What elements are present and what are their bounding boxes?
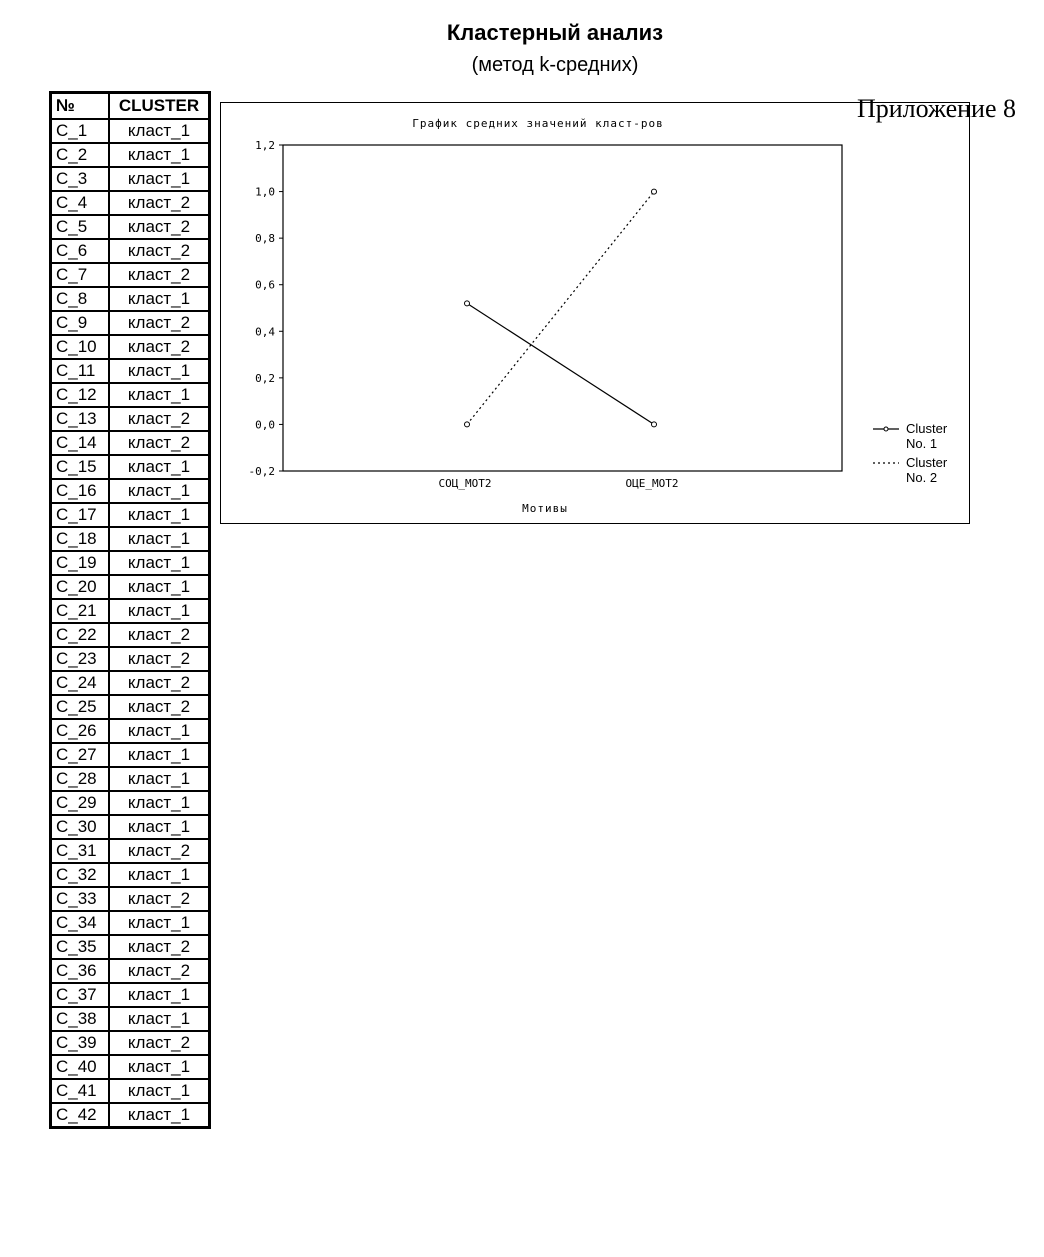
row-number-cell: C_17: [51, 503, 110, 527]
column-header-number: №: [51, 93, 110, 120]
row-number-cell: C_36: [51, 959, 110, 983]
row-number-cell: C_38: [51, 1007, 110, 1031]
row-cluster-cell: класт_2: [109, 1031, 210, 1055]
y-tick-label: 0,2: [255, 371, 275, 385]
row-cluster-cell: класт_1: [109, 983, 210, 1007]
row-number-cell: C_31: [51, 839, 110, 863]
table-row: [51, 1079, 210, 1103]
row-cluster-cell: класт_2: [109, 887, 210, 911]
table-row: [51, 503, 210, 527]
legend-label: Cluster: [906, 421, 948, 436]
cluster-table: [49, 91, 211, 1129]
table-row: [51, 335, 210, 359]
page-subtitle: (метод k-средних): [471, 54, 639, 76]
row-cluster-cell: класт_1: [109, 527, 210, 551]
row-number-cell: C_24: [51, 671, 110, 695]
table-row: [51, 287, 210, 311]
table-row: [51, 719, 210, 743]
row-number-cell: C_5: [51, 215, 110, 239]
data-point: [465, 301, 470, 306]
row-cluster-cell: класт_2: [109, 407, 210, 431]
y-tick-label: 1,2: [255, 139, 275, 152]
series-line-cluster-1: [467, 303, 654, 424]
row-cluster-cell: класт_2: [109, 695, 210, 719]
row-number-cell: C_26: [51, 719, 110, 743]
row-cluster-cell: класт_1: [109, 143, 210, 167]
x-tick-label: ОЦЕ_МОТ2: [625, 477, 679, 490]
table-row: [51, 1031, 210, 1055]
table-row: [51, 959, 210, 983]
row-number-cell: C_15: [51, 455, 110, 479]
y-tick-label: 0,6: [255, 278, 275, 292]
row-cluster-cell: класт_2: [109, 311, 210, 335]
x-axis-label: Мотивы: [522, 502, 568, 515]
table-row: [51, 311, 210, 335]
column-header-cluster: CLUSTER: [109, 93, 210, 120]
row-number-cell: C_22: [51, 623, 110, 647]
cluster-means-chart: [221, 103, 971, 525]
row-cluster-cell: класт_1: [109, 719, 210, 743]
legend-label: Cluster: [906, 455, 948, 470]
row-cluster-cell: класт_1: [109, 575, 210, 599]
table-body: [51, 119, 210, 1128]
chart-title: График средних значений класт-ров: [412, 117, 664, 130]
row-number-cell: C_25: [51, 695, 110, 719]
table-row: [51, 911, 210, 935]
x-axis: [439, 477, 679, 490]
table-row: [51, 863, 210, 887]
y-axis: [249, 139, 284, 478]
table-row: [51, 1007, 210, 1031]
legend-label: No. 2: [906, 470, 938, 485]
row-number-cell: C_32: [51, 863, 110, 887]
row-number-cell: C_12: [51, 383, 110, 407]
row-cluster-cell: класт_2: [109, 839, 210, 863]
row-cluster-cell: класт_1: [109, 1079, 210, 1103]
row-number-cell: C_1: [51, 119, 110, 143]
row-number-cell: C_4: [51, 191, 110, 215]
row-cluster-cell: класт_1: [109, 911, 210, 935]
table-row: [51, 1103, 210, 1128]
row-cluster-cell: класт_2: [109, 215, 210, 239]
row-number-cell: C_3: [51, 167, 110, 191]
y-tick-label: 0,4: [255, 325, 275, 339]
row-number-cell: C_8: [51, 287, 110, 311]
row-cluster-cell: класт_1: [109, 815, 210, 839]
row-cluster-cell: класт_1: [109, 1055, 210, 1079]
row-number-cell: C_27: [51, 743, 110, 767]
table-row: [51, 695, 210, 719]
row-cluster-cell: класт_1: [109, 1007, 210, 1031]
row-number-cell: C_14: [51, 431, 110, 455]
row-cluster-cell: класт_1: [109, 1103, 210, 1128]
row-cluster-cell: класт_2: [109, 191, 210, 215]
table-row: [51, 935, 210, 959]
table-row: [51, 791, 210, 815]
plot-area: [283, 145, 842, 471]
row-cluster-cell: класт_2: [109, 959, 210, 983]
row-cluster-cell: класт_2: [109, 431, 210, 455]
row-number-cell: C_23: [51, 647, 110, 671]
row-cluster-cell: класт_1: [109, 455, 210, 479]
legend-label: No. 1: [906, 436, 938, 451]
table-row: [51, 215, 210, 239]
table-row: [51, 839, 210, 863]
table-row: [51, 359, 210, 383]
legend-marker: [884, 427, 888, 431]
row-cluster-cell: класт_1: [109, 743, 210, 767]
y-tick-label: 1,0: [255, 185, 275, 199]
table-row: [51, 887, 210, 911]
table-row: [51, 143, 210, 167]
table-row: [51, 743, 210, 767]
row-cluster-cell: класт_2: [109, 647, 210, 671]
table-row: [51, 431, 210, 455]
row-number-cell: C_10: [51, 335, 110, 359]
table-row: [51, 167, 210, 191]
table-row: [51, 983, 210, 1007]
row-cluster-cell: класт_2: [109, 239, 210, 263]
row-number-cell: C_13: [51, 407, 110, 431]
chart-legend: [873, 421, 948, 485]
row-cluster-cell: класт_1: [109, 791, 210, 815]
table-row: [51, 263, 210, 287]
table-row: [51, 191, 210, 215]
row-cluster-cell: класт_1: [109, 479, 210, 503]
row-number-cell: C_33: [51, 887, 110, 911]
row-number-cell: C_16: [51, 479, 110, 503]
table-row: [51, 671, 210, 695]
table-row: [51, 527, 210, 551]
y-tick-label: -0,2: [248, 465, 275, 478]
row-cluster-cell: класт_2: [109, 335, 210, 359]
table-row: [51, 575, 210, 599]
series-group: [465, 189, 657, 427]
table-row: [51, 1055, 210, 1079]
row-number-cell: C_19: [51, 551, 110, 575]
chart-frame: [220, 102, 970, 524]
row-number-cell: C_28: [51, 767, 110, 791]
row-cluster-cell: класт_2: [109, 671, 210, 695]
table-row: [51, 479, 210, 503]
row-cluster-cell: класт_1: [109, 383, 210, 407]
row-cluster-cell: класт_1: [109, 767, 210, 791]
row-cluster-cell: класт_2: [109, 935, 210, 959]
table-row: [51, 623, 210, 647]
row-number-cell: C_7: [51, 263, 110, 287]
y-tick-label: 0,0: [255, 418, 275, 432]
row-cluster-cell: класт_2: [109, 263, 210, 287]
row-number-cell: C_30: [51, 815, 110, 839]
row-number-cell: C_18: [51, 527, 110, 551]
row-cluster-cell: класт_1: [109, 599, 210, 623]
row-cluster-cell: класт_1: [109, 119, 210, 143]
row-cluster-cell: класт_1: [109, 167, 210, 191]
row-cluster-cell: класт_1: [109, 287, 210, 311]
row-number-cell: C_35: [51, 935, 110, 959]
table-row: [51, 647, 210, 671]
row-number-cell: C_41: [51, 1079, 110, 1103]
row-cluster-cell: класт_2: [109, 623, 210, 647]
table-row: [51, 599, 210, 623]
row-number-cell: C_37: [51, 983, 110, 1007]
row-number-cell: C_21: [51, 599, 110, 623]
table-row: [51, 119, 210, 143]
row-number-cell: C_39: [51, 1031, 110, 1055]
table-row: [51, 407, 210, 431]
data-point: [652, 422, 657, 427]
table-row: [51, 767, 210, 791]
appendix-label: Приложение 8: [856, 94, 1016, 123]
table-row: [51, 551, 210, 575]
row-cluster-cell: класт_1: [109, 863, 210, 887]
table-row: [51, 815, 210, 839]
row-cluster-cell: класт_1: [109, 551, 210, 575]
row-cluster-cell: класт_1: [109, 359, 210, 383]
row-cluster-cell: класт_1: [109, 503, 210, 527]
row-number-cell: C_34: [51, 911, 110, 935]
table-row: [51, 455, 210, 479]
page-title: Кластерный анализ: [446, 20, 664, 45]
data-point: [465, 422, 470, 427]
y-tick-label: 0,8: [255, 232, 275, 246]
table-row: [51, 239, 210, 263]
table-row: [51, 383, 210, 407]
x-tick-label: СОЦ_МОТ2: [438, 477, 492, 490]
table-header-row: [51, 93, 210, 120]
row-number-cell: C_29: [51, 791, 110, 815]
row-number-cell: C_40: [51, 1055, 110, 1079]
row-number-cell: C_2: [51, 143, 110, 167]
row-number-cell: C_6: [51, 239, 110, 263]
row-number-cell: C_42: [51, 1103, 110, 1128]
row-number-cell: C_9: [51, 311, 110, 335]
series-line-cluster-2: [467, 192, 654, 425]
row-number-cell: C_20: [51, 575, 110, 599]
data-point: [652, 189, 657, 194]
row-number-cell: C_11: [51, 359, 110, 383]
